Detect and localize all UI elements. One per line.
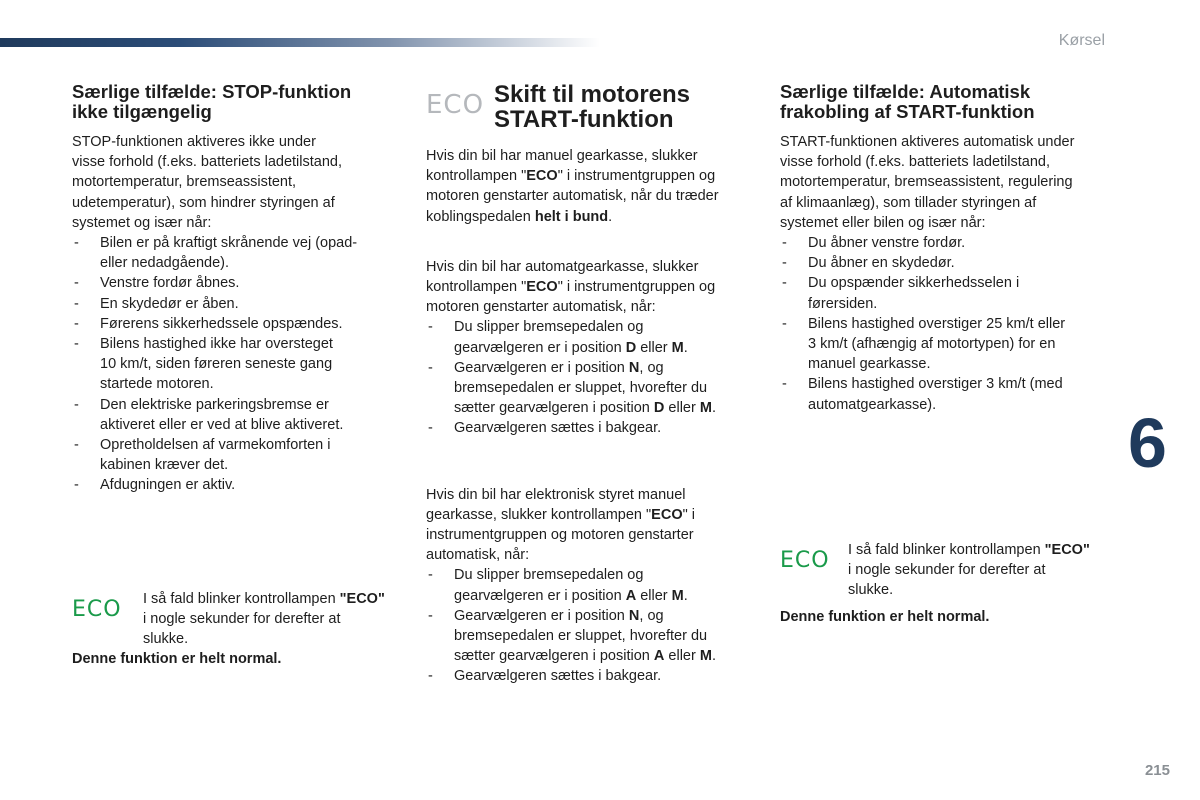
text-line: STOP-funktionen aktiveres ikke under xyxy=(72,134,316,150)
list-item: - Du slipper bremsepedalen og gearvælgeren er i position A eller M. xyxy=(426,565,756,605)
list-item: - Førerens sikkerhedssele opspændes. xyxy=(72,314,392,334)
list-item: - Gearvælgeren sættes i bakgear. xyxy=(426,418,756,438)
list-item: - Du slipper bremsepedalen og gearvælgeren er i position D eller M. xyxy=(426,317,756,357)
eco-indicator-icon: ECO xyxy=(72,597,122,622)
automatic-gearbox-paragraph: Hvis din bil har automatgearkasse, slukker kontrollampen "ECO" i instrumentgruppen og motoren genstarter automatisk, når: xyxy=(426,258,716,316)
eco-note xyxy=(72,589,412,649)
text-line: motortemperatur, bremseassistent, xyxy=(72,174,297,191)
text-line: systemet og især når: xyxy=(72,214,212,231)
list-item: - Gearvælgeren er i position N, og bremsepedalen er sluppet, hvorefter du sætter gearvælgeren i position A eller M. xyxy=(426,606,756,667)
chapter-number: 6 xyxy=(1128,404,1167,482)
stop-unavailable-section xyxy=(72,82,392,496)
start-function-section xyxy=(426,82,756,687)
eco-indicator-icon: ECO xyxy=(426,90,485,120)
normal-function-note: Denne funktion er helt normal. xyxy=(72,651,282,667)
list-item: - Gearvælgeren sættes i bakgear. xyxy=(426,666,756,686)
condition-list xyxy=(426,317,756,438)
section-title: Kørsel xyxy=(1058,32,1105,49)
heading-line: ikke tilgængelig xyxy=(72,101,212,122)
eco-indicator-icon: ECO xyxy=(780,548,830,573)
header-gradient-bar xyxy=(0,38,600,47)
normal-function-note: Denne funktion er helt normal. xyxy=(780,609,990,625)
list-item: - Venstre fordør åbnes. xyxy=(72,273,392,293)
list-item: - Den elektriske parkeringsbremse er aktiveret eller er ved at blive aktiveret. xyxy=(72,395,392,435)
start-auto-disable-section xyxy=(780,82,1120,415)
text-line: udetemperatur), som hindrer styringen af xyxy=(72,194,335,211)
intro-paragraph: START-funktionen aktiveres automatisk under visse forhold (f.eks. batteriets ladetilstand, motortemperatur, bremseassistent, regulering af klimaanlæg), som tillader styringen af systemet eller bilen og især når: xyxy=(780,134,1075,231)
intro-paragraph xyxy=(72,132,392,233)
list-item: - Opretholdelsen af varmekomforten i kabinen kræver det. xyxy=(72,435,392,475)
section-heading: Særlige tilfælde: Automatisk frakobling af START-funktion xyxy=(780,81,1035,122)
eco-note xyxy=(780,540,1120,600)
list-item: - Du opspænder sikkerhedsselen i førersiden. xyxy=(780,273,1120,313)
eco-note-text: I så fald blinker kontrollampen "ECO" i nogle sekunder for derefter at slukke. xyxy=(143,591,385,648)
list-item: - Du åbner venstre fordør. xyxy=(780,233,1120,253)
condition-list xyxy=(780,233,1120,415)
condition-list xyxy=(72,233,392,496)
list-item: - Bilen er på kraftigt skrånende vej (opad- eller nedadgående). xyxy=(72,233,392,273)
section-heading xyxy=(72,82,392,122)
list-item: - En skydedør er åben. xyxy=(72,294,392,314)
list-item: - Bilens hastighed overstiger 25 km/t eller 3 km/t (afhængig af motortypen) for en manuel gearkasse. xyxy=(780,314,1120,375)
list-item: - Du åbner en skydedør. xyxy=(780,253,1120,273)
page-number: 215 xyxy=(1144,762,1170,779)
list-item: - Bilens hastighed ikke har oversteget 10 km/t, siden føreren seneste gang startede motoren. xyxy=(72,334,392,395)
list-item: - Gearvælgeren er i position N, og bremsepedalen er sluppet, hvorefter du sætter gearvælgeren i position D eller M. xyxy=(426,358,756,419)
heading-line: Særlige tilfælde: STOP-funktion xyxy=(72,81,352,102)
list-item: - Afdugningen er aktiv. xyxy=(72,475,392,495)
text-line: visse forhold (f.eks. batteriets ladetilstand, xyxy=(72,154,342,171)
section-heading: Skift til motorens START-funktion xyxy=(494,81,691,133)
manual-gearbox-paragraph: Hvis din bil har manuel gearkasse, slukker kontrollampen "ECO" i instrumentgruppen og motoren genstarter automatisk, når du træder koblingspedalen helt i bund. xyxy=(426,148,719,225)
electronic-gearbox-paragraph: Hvis din bil har elektronisk styret manuel gearkasse, slukker kontrollampen "ECO" i instrumentgruppen og motoren genstarter automatisk, når: xyxy=(426,486,695,564)
condition-list xyxy=(426,565,756,686)
list-item: - Bilens hastighed overstiger 3 km/t (med automatgearkasse). xyxy=(780,374,1120,414)
eco-note-text: I så fald blinker kontrollampen "ECO" i nogle sekunder for derefter at slukke. xyxy=(848,542,1090,599)
